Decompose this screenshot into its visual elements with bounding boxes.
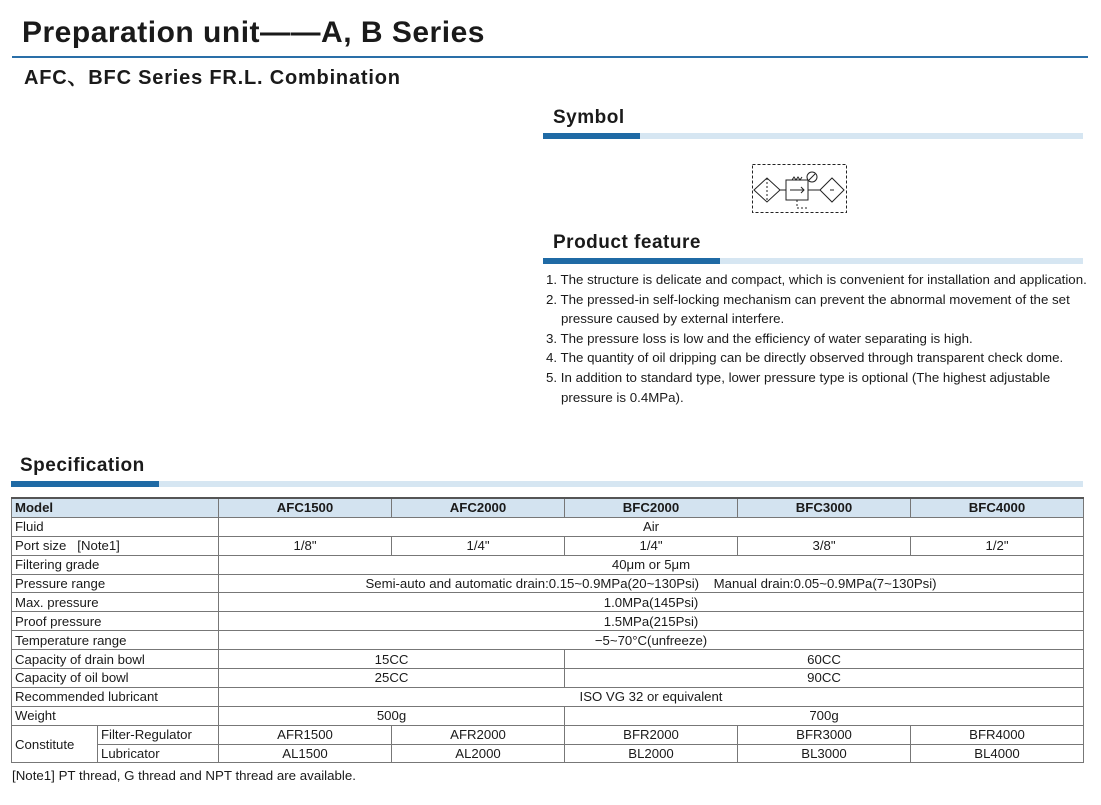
spec-heading: Specification <box>20 455 145 476</box>
pressure-range-value: Semi-auto and automatic drain:0.15~0.9MPa(20~130Psi) Manual drain:0.05~0.9MPa(7~130Psi) <box>219 574 1084 593</box>
temperature-range-value: −5~70°C(unfreeze) <box>219 631 1084 650</box>
feature-heading-accent <box>543 258 720 264</box>
table-row <box>12 517 1084 536</box>
row-label-pressure-range: Pressure range <box>12 574 219 593</box>
row-label-filter-regulator: Filter-Regulator <box>98 725 219 744</box>
lubricator-value: BL3000 <box>738 744 911 763</box>
port-size-value: 1/2" <box>911 536 1084 555</box>
column-header-model-3: BFC2000 <box>565 498 738 517</box>
port-size-value: 3/8" <box>738 536 911 555</box>
row-label-max-pressure: Max. pressure <box>12 593 219 612</box>
fluid-value: Air <box>219 517 1084 536</box>
spec-heading-bar <box>11 481 1083 487</box>
filter-regulator-value: BFR4000 <box>911 725 1084 744</box>
oil-bowl-value: 90CC <box>565 669 1084 688</box>
feature-item: 4. The quantity of oil dripping can be directly observed through transparent check dome. <box>546 350 1064 366</box>
filtering-grade-value: 40μm or 5μm <box>219 555 1084 574</box>
frl-symbol-icon <box>752 164 850 216</box>
weight-value: 700g <box>565 706 1084 725</box>
max-pressure-value: 1.0MPa(145Psi) <box>219 593 1084 612</box>
spec-heading-accent <box>11 481 159 487</box>
table-row <box>12 555 1084 574</box>
feature-item: 3. The pressure loss is low and the efficiency of water separating is high. <box>546 330 973 346</box>
page-title: Preparation unit——A, B Series <box>22 16 485 49</box>
table-row <box>12 687 1084 706</box>
page-subtitle: AFC、BFC Series FR.L. Combination <box>24 67 401 89</box>
filter-regulator-value: AFR2000 <box>392 725 565 744</box>
feature-heading: Product feature <box>553 232 701 253</box>
row-label-lubricator: Lubricator <box>98 744 219 763</box>
table-row <box>12 725 1084 744</box>
row-label-filtering-grade: Filtering grade <box>12 555 219 574</box>
feature-item: 5. In addition to standard type, lower pressure type is optional (The highest adjustable pressure is 0.4MPa). <box>546 369 1051 405</box>
drain-bowl-value: 15CC <box>219 650 565 669</box>
symbol-heading: Symbol <box>553 107 625 128</box>
weight-value: 500g <box>219 706 565 725</box>
row-label-oil-bowl: Capacity of oil bowl <box>12 669 219 688</box>
feature-item: 1. The structure is delicate and compact, which is convenient for installation and application. <box>546 272 1087 287</box>
column-header-model-5: BFC4000 <box>911 498 1084 517</box>
table-row <box>12 612 1084 631</box>
lubricator-value: AL1500 <box>219 744 392 763</box>
table-row <box>12 706 1084 725</box>
footnote: [Note1] PT thread, G thread and NPT thread are available. <box>12 768 356 783</box>
spec-table <box>11 497 1084 763</box>
symbol-heading-bar <box>543 133 1083 139</box>
symbol-heading-accent <box>543 133 640 139</box>
column-header-model: Model <box>12 498 219 517</box>
lubricator-value: BL4000 <box>911 744 1084 763</box>
row-label-constitute: Constitute <box>12 725 98 763</box>
row-label-port-size: Port size [Note1] <box>12 536 219 555</box>
table-row <box>12 650 1084 669</box>
row-label-fluid: Fluid <box>12 517 219 536</box>
filter-regulator-value: BFR2000 <box>565 725 738 744</box>
table-row <box>12 536 1084 555</box>
port-size-value: 1/4" <box>565 536 738 555</box>
lubricator-value: AL2000 <box>392 744 565 763</box>
table-row <box>12 669 1084 688</box>
port-size-value: 1/4" <box>392 536 565 555</box>
port-size-value: 1/8" <box>219 536 392 555</box>
oil-bowl-value: 25CC <box>219 669 565 688</box>
column-header-model-1: AFC1500 <box>219 498 392 517</box>
lubricant-value: ISO VG 32 or equivalent <box>219 687 1084 706</box>
title-divider <box>12 56 1088 58</box>
drain-bowl-value: 60CC <box>565 650 1084 669</box>
feature-heading-bar <box>543 258 1083 264</box>
row-label-drain-bowl: Capacity of drain bowl <box>12 650 219 669</box>
lubricator-value: BL2000 <box>565 744 738 763</box>
table-header-row <box>12 498 1084 517</box>
proof-pressure-value: 1.5MPa(215Psi) <box>219 612 1084 631</box>
feature-item: 2. The pressed-in self-locking mechanism can prevent the abnormal movement of the set pressure caused by external interfere. <box>546 291 1070 327</box>
column-header-model-4: BFC3000 <box>738 498 911 517</box>
filter-regulator-value: BFR3000 <box>738 725 911 744</box>
table-row <box>12 744 1084 763</box>
row-label-weight: Weight <box>12 706 219 725</box>
table-row <box>12 593 1084 612</box>
row-label-proof-pressure: Proof pressure <box>12 612 219 631</box>
filter-regulator-value: AFR1500 <box>219 725 392 744</box>
table-row <box>12 574 1084 593</box>
column-header-model-2: AFC2000 <box>392 498 565 517</box>
feature-list <box>546 270 1098 407</box>
table-row <box>12 631 1084 650</box>
row-label-temperature-range: Temperature range <box>12 631 219 650</box>
row-label-lubricant: Recommended lubricant <box>12 687 219 706</box>
